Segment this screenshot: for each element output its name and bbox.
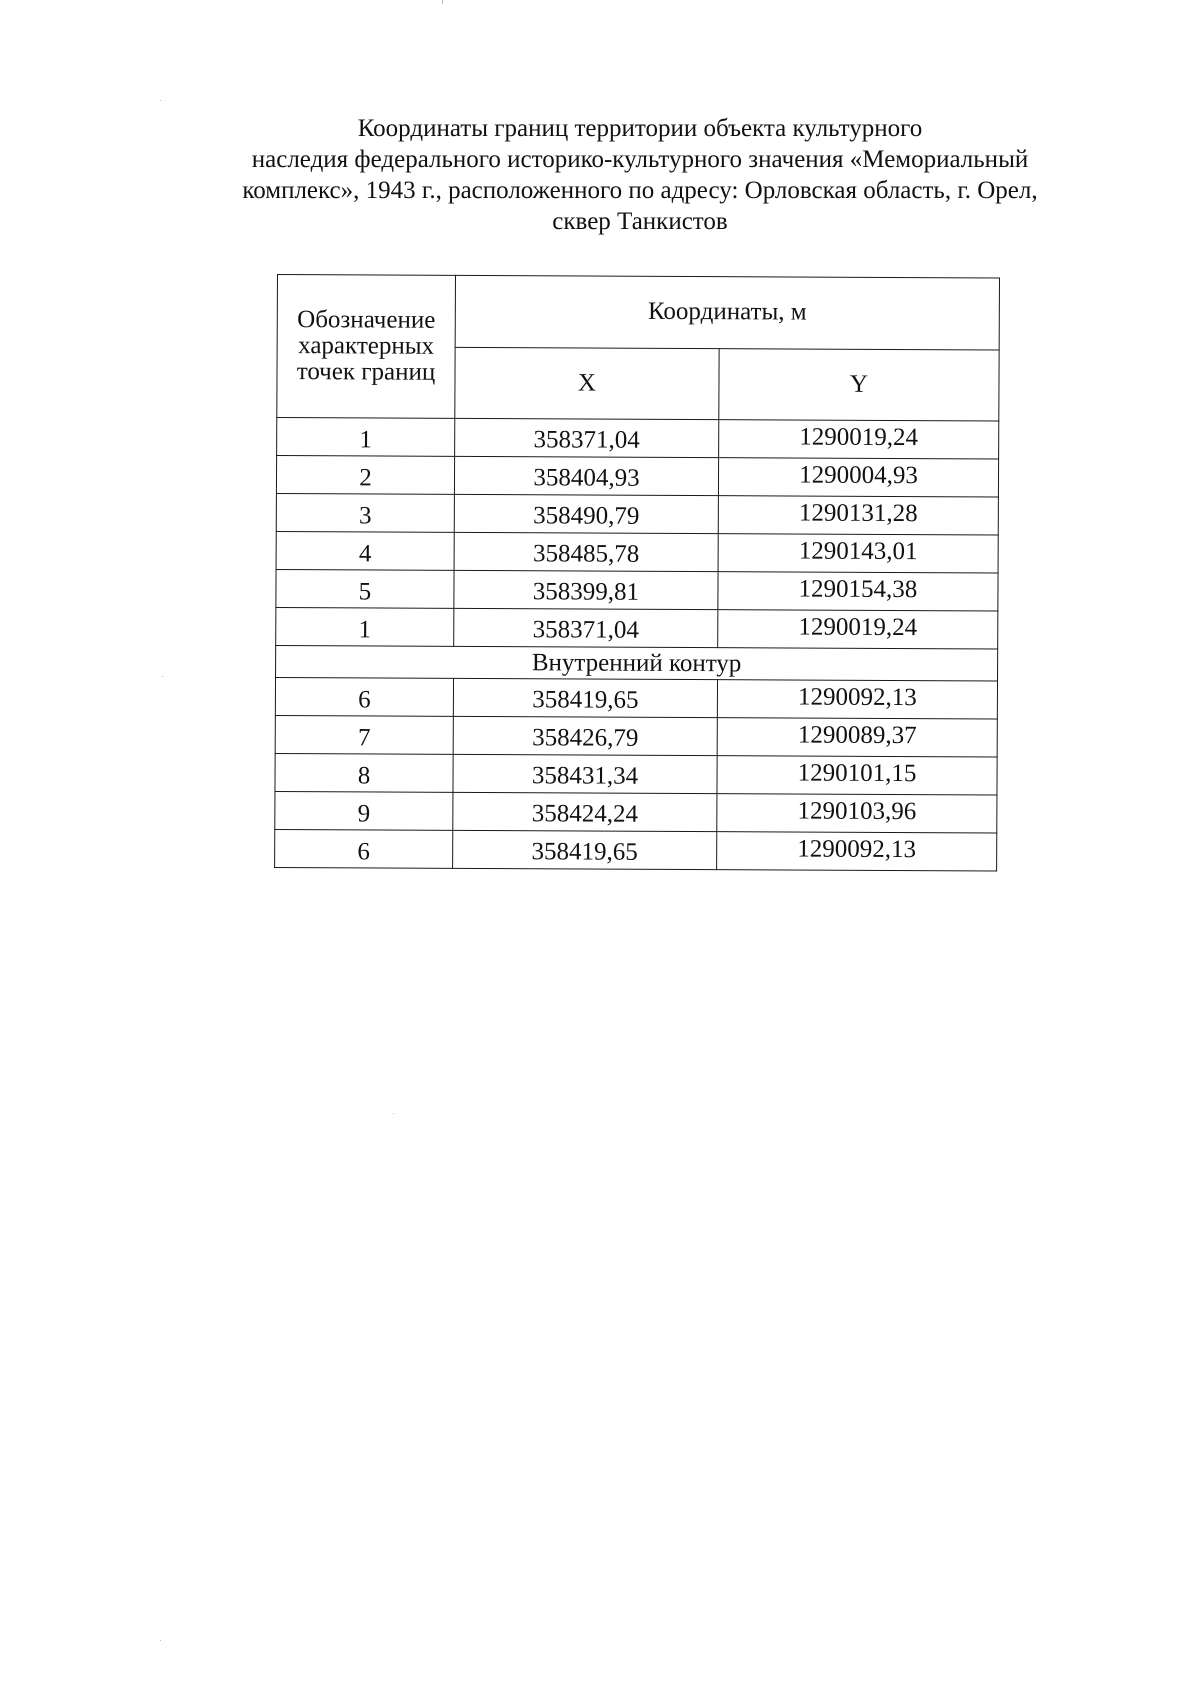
table-row — [275, 715, 997, 757]
table-row — [275, 791, 997, 833]
point-number-cell: 3 — [276, 493, 454, 532]
x-coordinate-cell: 358424,24 — [453, 792, 717, 831]
x-coordinate-cell: 358426,79 — [453, 716, 717, 755]
x-coordinate-cell: 358371,04 — [454, 608, 718, 647]
table-row — [275, 677, 997, 719]
y-coordinate-cell: 1290101,15 — [717, 756, 997, 795]
point-number-cell: 2 — [276, 456, 454, 495]
table-row — [276, 569, 998, 611]
y-coordinate-cell: 1290004,93 — [718, 458, 998, 497]
table-row — [276, 456, 998, 498]
header-y: Y — [719, 348, 999, 421]
point-number-cell: 5 — [276, 569, 454, 608]
table-header — [277, 275, 1000, 422]
point-number-cell: 6 — [275, 829, 453, 868]
outer-contour-rows — [276, 418, 999, 650]
document-title — [185, 113, 1095, 237]
table-row — [275, 753, 997, 795]
header-point-designation: Обозначение характерных точек границ — [277, 275, 456, 419]
x-coordinate-cell: 358485,78 — [454, 532, 718, 571]
x-coordinate-cell: 358490,79 — [454, 494, 718, 533]
x-coordinate-cell: 358419,65 — [453, 830, 717, 869]
y-coordinate-cell: 1290092,13 — [717, 832, 997, 871]
point-number-cell: 1 — [276, 607, 454, 646]
y-coordinate-cell: 1290019,24 — [718, 610, 998, 649]
point-number-cell: 6 — [275, 677, 453, 716]
x-coordinate-cell: 358431,34 — [453, 754, 717, 793]
x-coordinate-cell: 358371,04 — [455, 418, 719, 457]
table-row — [277, 418, 999, 460]
table-row — [276, 531, 998, 573]
y-coordinate-cell: 1290154,38 — [718, 572, 998, 611]
y-coordinate-cell: 1290019,24 — [719, 420, 999, 459]
y-coordinate-cell: 1290143,01 — [718, 534, 998, 573]
point-number-cell: 4 — [276, 531, 454, 570]
table-row — [276, 607, 998, 649]
title-line-4: сквер Танкистов — [552, 208, 728, 235]
coordinates-table — [274, 274, 1000, 872]
x-coordinate-cell: 358419,65 — [453, 678, 717, 717]
y-coordinate-cell: 1290131,28 — [718, 496, 998, 535]
point-number-cell: 1 — [277, 418, 455, 457]
header-coordinates: Координаты, м — [455, 275, 999, 349]
header-x: X — [455, 347, 719, 420]
y-coordinate-cell: 1290089,37 — [717, 718, 997, 757]
point-number-cell: 7 — [275, 715, 453, 754]
point-number-cell: 8 — [275, 753, 453, 792]
x-coordinate-cell: 358399,81 — [454, 570, 718, 609]
title-line-1: Координаты границ территории объекта культурного — [357, 115, 923, 142]
table-row — [276, 493, 998, 535]
title-line-3: комплекс», 1943 г., расположенного по адресу: Орловская область, г. Орел, — [242, 177, 1038, 204]
point-number-cell: 9 — [275, 791, 453, 830]
inner-contour-label: Внутренний контур — [276, 645, 998, 681]
table-row — [275, 829, 997, 871]
inner-contour-section — [276, 645, 998, 681]
title-line-2: наследия федерального историко-культурного значения «Мемориальный — [251, 146, 1029, 173]
x-coordinate-cell: 358404,93 — [454, 456, 718, 495]
y-coordinate-cell: 1290092,13 — [717, 680, 997, 719]
inner-contour-rows — [275, 677, 998, 871]
y-coordinate-cell: 1290103,96 — [717, 794, 997, 833]
